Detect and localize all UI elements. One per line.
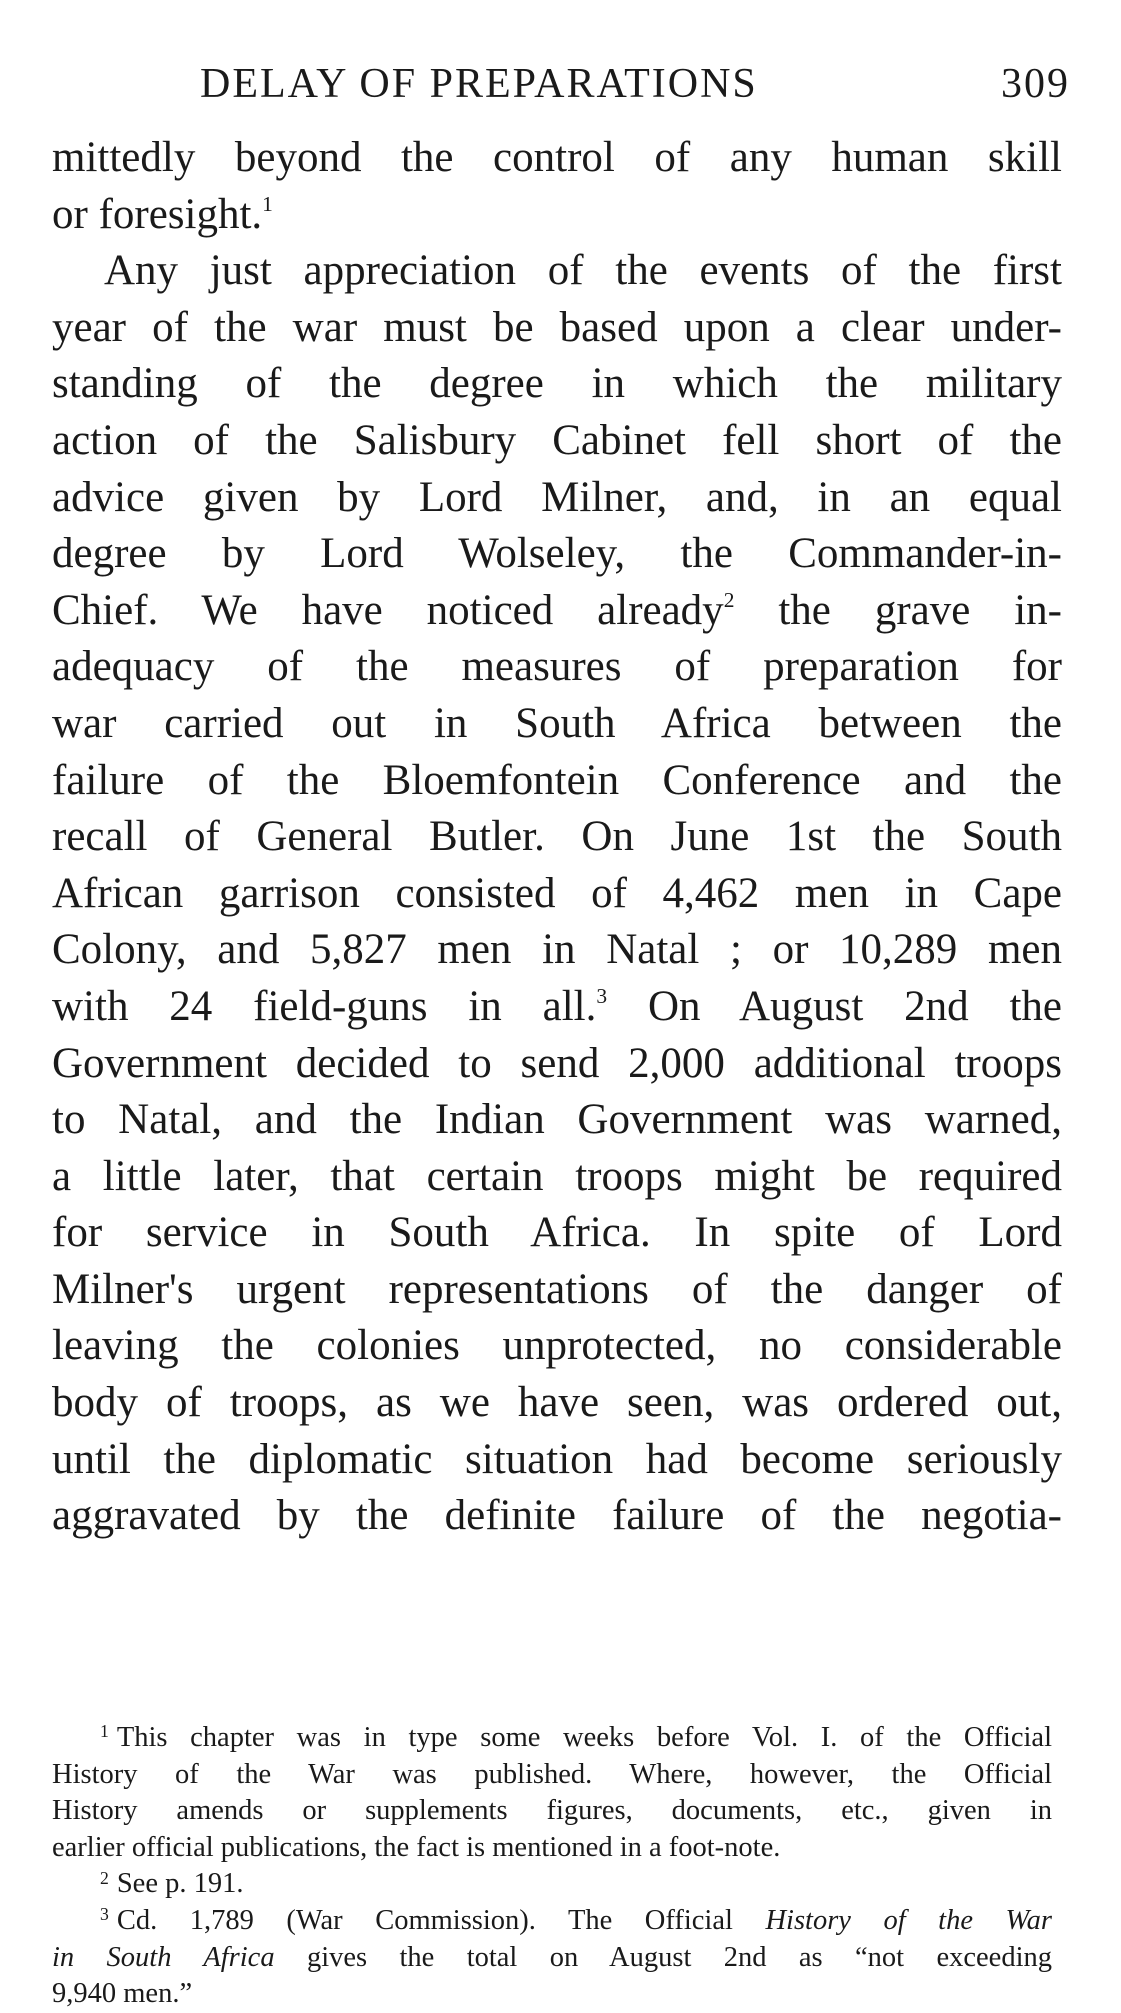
footnote-line: $^1$ This chapter was in type some weeks before Vol. I. of the Official <box>100 1721 1052 1753</box>
footnotes <box>52 1720 1052 2013</box>
text-line: with 24 field-guns in all.$^3$ On August 2nd the <box>52 982 1062 1030</box>
text-line: a little later, that certain troops might be required <box>52 1152 1062 1200</box>
text-line: action of the Salisbury Cabinet fell short of the <box>52 416 1062 464</box>
text-line: for service in South Africa. In spite of Lord <box>52 1209 1062 1257</box>
text-line: African garrison consisted of 4,462 men in Cape <box>52 869 1062 917</box>
text-line: Colony, and 5,827 men in Natal ; or 10,289 men <box>52 926 1062 974</box>
text-line: standing of the degree in which the military <box>52 360 1062 408</box>
footnote-line: History amends or supplements figures, documents, etc., given in <box>52 1795 1052 1827</box>
text-line: body of troops, as we have seen, was ordered out, <box>52 1379 1062 1427</box>
footnote-1 <box>52 1720 1052 1866</box>
text-line: Milner's urgent representations of the danger of <box>52 1265 1062 1313</box>
text-line: Chief. We have noticed already$^2$ the grave in- <box>52 586 1062 634</box>
footnote-ref: 3 <box>596 983 608 1008</box>
footnote-line: 9,940 men.” <box>52 1978 193 2010</box>
text-line: Government decided to send 2,000 additional troops <box>52 1039 1062 1087</box>
footnote-line: $^3$ Cd. 1,789 (War Commission). The Official History of the War <box>100 1904 1052 1936</box>
footnote-mark: 3 <box>100 1904 109 1925</box>
footnote-line: in South Africa gives the total on August 2nd as “not exceeding <box>52 1941 1052 1973</box>
text-line: or foresight.$^1$ <box>52 190 273 238</box>
text-line: leaving the colonies unprotected, no considerable <box>52 1322 1062 1370</box>
text-line: year of the war must be based upon a clear under- <box>52 303 1062 351</box>
text-line: adequacy of the measures of preparation for <box>52 643 1062 691</box>
italic-title: in South Africa <box>52 1941 275 1973</box>
text-line: advice given by Lord Milner, and, in an equal <box>52 473 1062 521</box>
italic-title: History of the War <box>765 1904 1052 1936</box>
footnote-mark: 1 <box>100 1721 109 1742</box>
text-line: war carried out in South Africa between the <box>52 699 1062 747</box>
running-head <box>200 60 1070 120</box>
text-line: aggravated by the definite failure of the negotia- <box>52 1492 1062 1540</box>
text-line: degree by Lord Wolseley, the Commander-in- <box>52 530 1062 578</box>
footnote-3 <box>52 1903 1052 2013</box>
footnote-mark: 2 <box>100 1867 109 1888</box>
running-title: DELAY OF PREPARATIONS <box>200 61 758 107</box>
footnote-line: earlier official publications, the fact is mentioned in a foot-note. <box>52 1831 781 1863</box>
footnote-line: $^2$ See p. 191. <box>100 1867 244 1900</box>
page-number: 309 <box>1001 61 1070 107</box>
footnote-ref: 2 <box>723 587 735 612</box>
footnote-2 <box>52 1866 1052 1903</box>
text-line: Any just appreciation of the events of the first <box>104 247 1062 295</box>
body-text <box>52 130 1062 1545</box>
text-line: mittedly beyond the control of any human skill <box>52 134 1062 181</box>
text-line: recall of General Butler. On June 1st the South <box>52 813 1062 861</box>
text-line: until the diplomatic situation had become seriously <box>52 1435 1062 1483</box>
text-line: to Natal, and the Indian Government was warned, <box>52 1096 1062 1144</box>
footnote-ref: 1 <box>262 191 273 216</box>
text-line: failure of the Bloemfontein Conference and the <box>52 756 1062 804</box>
footnote-line: History of the War was published. Where, however, the Official <box>52 1758 1052 1790</box>
